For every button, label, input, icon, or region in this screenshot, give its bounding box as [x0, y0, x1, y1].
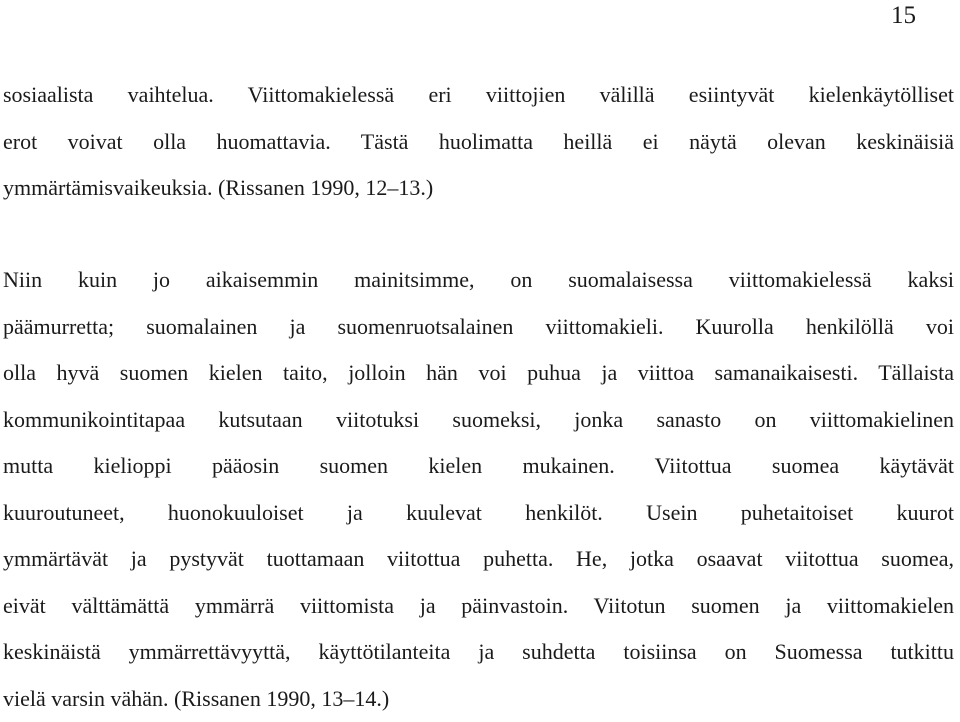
text-line: ymmärtämisvaikeuksia. (Rissanen 1990, 12–13.) [3, 165, 954, 212]
text-line: kommunikointitapaa kutsutaan viitotuksi suomeksi, jonka sanasto on viittomakielinen [3, 397, 954, 444]
text-line: kuuroutuneet, huonokuuloiset ja kuulevat henkilöt. Usein puhetaitoiset kuurot [3, 490, 954, 537]
text-line: eivät välttämättä ymmärrä viittomista ja päinvastoin. Viitotun suomen ja viittomakielen [3, 583, 954, 630]
page-number: 15 [891, 2, 916, 30]
text-line: keskinäistä ymmärrettävyyttä, käyttötilanteita ja suhdetta toisiinsa on Suomessa tutkittu [3, 629, 954, 676]
text-line: erot voivat olla huomattavia. Tästä huolimatta heillä ei näytä olevan keskinäisiä [3, 119, 954, 166]
paragraph-2 [3, 257, 954, 722]
text-line: Niin kuin jo aikaisemmin mainitsimme, on suomalaisessa viittomakielessä kaksi [3, 257, 954, 304]
paragraph-1 [3, 72, 954, 212]
text-line: mutta kielioppi pääosin suomen kielen mukainen. Viitottua suomea käytävät [3, 443, 954, 490]
text-line: ymmärtävät ja pystyvät tuottamaan viitottua puhetta. He, jotka osaavat viitottua suomea, [3, 536, 954, 583]
text-line: päämurretta; suomalainen ja suomenruotsalainen viittomakieli. Kuurolla henkilöllä voi [3, 304, 954, 351]
text-line: olla hyvä suomen kielen taito, jolloin hän voi puhua ja viittoa samanaikaisesti. Tällaista [3, 350, 954, 397]
text-line: vielä varsin vähän. (Rissanen 1990, 13–14.) [3, 676, 954, 722]
text-line: sosiaalista vaihtelua. Viittomakielessä eri viittojien välillä esiintyvät kielenkäytölliset [3, 72, 954, 119]
